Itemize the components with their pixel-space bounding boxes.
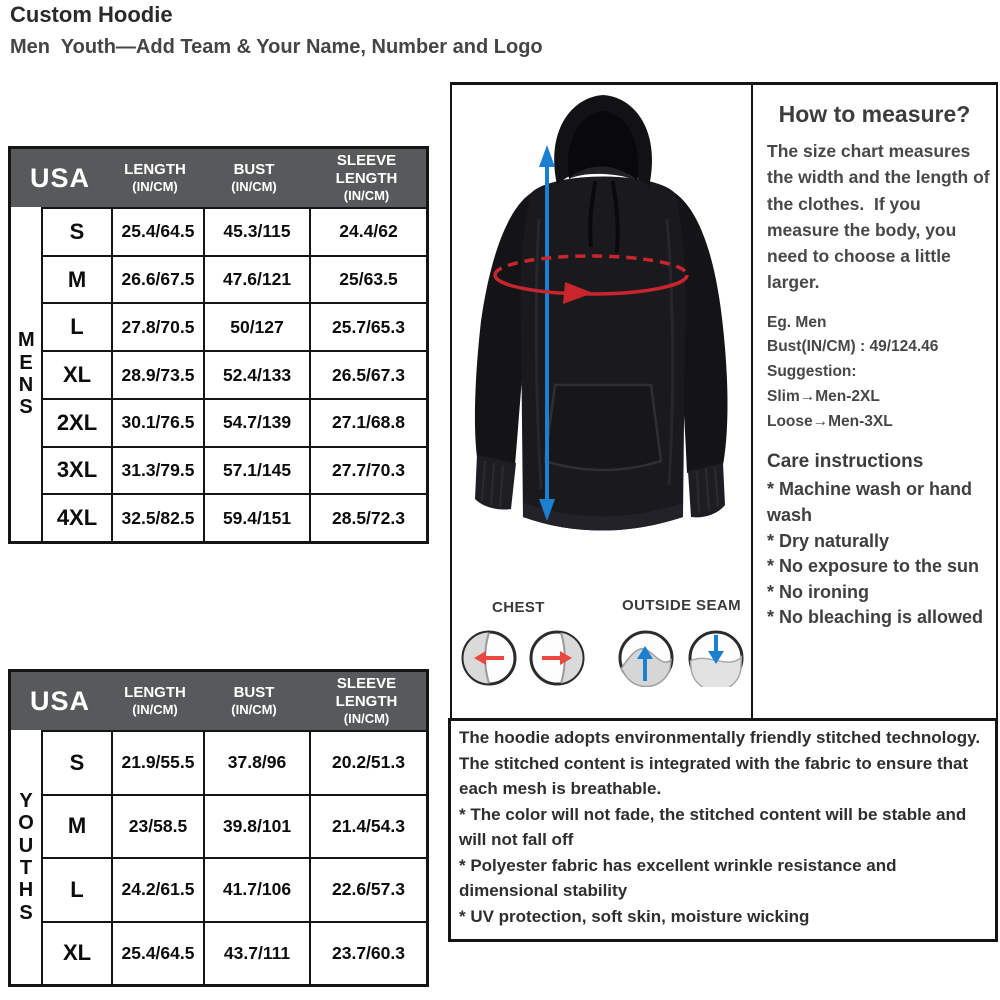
bust-unit-label: (IN/CM) [231, 179, 277, 195]
bust-cell: 41.7/106 [203, 859, 309, 921]
table-row [43, 255, 426, 303]
sleeve-column-label: SLEEVE LENGTH [335, 152, 398, 188]
table-row [43, 857, 426, 921]
table-row [43, 350, 426, 398]
size-example-block [767, 311, 992, 435]
sleeve-cell: 21.4/54.3 [309, 796, 426, 858]
bust-column-header [201, 684, 307, 718]
youths-group-cell [11, 730, 43, 984]
hoodie-product-image [461, 89, 745, 563]
care-instructions-block [767, 451, 992, 630]
sleeve-unit-label: (IN/CM) [343, 188, 390, 204]
bust-cell: 57.1/145 [203, 448, 309, 494]
mens-size-chart [8, 146, 429, 544]
length-cell: 21.9/55.5 [111, 732, 203, 794]
size-cell: L [70, 314, 84, 340]
youths-size-chart [8, 669, 429, 987]
example-loose: Loose→Men-3XL [767, 412, 893, 430]
bust-cell: 37.8/96 [203, 732, 309, 794]
length-cell: 30.1/76.5 [111, 400, 203, 446]
length-cell: 25.4/64.5 [111, 923, 203, 985]
care-item: * No bleaching is allowed [767, 607, 984, 628]
hoodie-diagram-panel [452, 85, 753, 718]
table-row [43, 302, 426, 350]
table-row [43, 493, 426, 541]
region-header: USA [29, 685, 90, 716]
size-cell: 3XL [56, 457, 98, 483]
sleeve-cell: 28.5/72.3 [309, 495, 426, 541]
length-column-label: LENGTH [124, 161, 186, 179]
page-subtitle: Men Youth—Add Team & Your Name, Number and Logo [10, 36, 543, 58]
bust-column-header [201, 161, 307, 195]
bust-unit-label: (IN/CM) [231, 702, 277, 718]
size-cell: S [69, 749, 85, 775]
example-bust: Bust(IN/CM) : 49/124.46 [767, 338, 939, 356]
bust-cell: 43.7/111 [203, 923, 309, 985]
length-cell: 31.3/79.5 [111, 448, 203, 494]
page-title: Custom Hoodie [10, 2, 173, 27]
bust-cell: 52.4/133 [203, 352, 309, 398]
sleeve-column-header [307, 675, 426, 727]
example-suggestion: Suggestion: [767, 363, 857, 381]
care-item: * Machine wash or hand wash [767, 479, 973, 526]
example-slim: Slim→Men-2XL [767, 387, 880, 405]
size-cell: S [69, 218, 85, 244]
product-description-panel [448, 718, 998, 942]
size-cell: M [67, 266, 87, 292]
length-cell: 27.8/70.5 [111, 304, 203, 350]
length-column-header [109, 684, 201, 718]
length-cell: 32.5/82.5 [111, 495, 203, 541]
chest-arrow-right-icon [528, 629, 586, 687]
bust-cell: 59.4/151 [203, 495, 309, 541]
description-bullet: * UV protection, soft skin, moisture wicking [459, 906, 810, 926]
care-heading: Care instructions [767, 451, 924, 473]
size-cell: XL [62, 362, 92, 388]
sleeve-cell: 25.7/65.3 [309, 304, 426, 350]
table-row [43, 921, 426, 985]
length-cell: 28.9/73.5 [111, 352, 203, 398]
length-cell: 24.2/61.5 [111, 859, 203, 921]
care-item: * No ironing [767, 581, 869, 602]
size-cell: 4XL [56, 505, 98, 531]
sleeve-cell: 23.7/60.3 [309, 923, 426, 985]
bust-column-label: BUST [233, 684, 275, 702]
bust-cell: 54.7/139 [203, 400, 309, 446]
sleeve-cell: 20.2/51.3 [309, 732, 426, 794]
sleeve-column-header [307, 152, 426, 204]
length-cell: 23/58.5 [111, 796, 203, 858]
sleeve-cell: 22.6/57.3 [309, 859, 426, 921]
sleeve-cell: 27.7/70.3 [309, 448, 426, 494]
sleeve-cell: 24.4/62 [309, 209, 426, 255]
table-row [43, 730, 426, 794]
size-cell: L [70, 876, 84, 902]
care-item: * Dry naturally [767, 530, 890, 551]
sleeve-column-label: SLEEVE LENGTH [335, 675, 398, 711]
sleeve-cell: 25/63.5 [309, 257, 426, 303]
how-to-measure-body: The size chart measures the width and the length of the clothes. If you measure the body, you need to choose a little larger. [767, 141, 995, 293]
length-unit-label: (IN/CM) [132, 702, 178, 718]
length-unit-label: (IN/CM) [132, 179, 178, 195]
length-column-header [109, 161, 201, 195]
bust-cell: 45.3/115 [203, 209, 309, 255]
description-intro: The hoodie adopts environmentally friendly stitched technology. The stitched content is integrated with the fabric to ensure that each mesh is breathable. [459, 728, 981, 798]
youths-chart-header [11, 672, 426, 730]
bust-cell: 47.6/121 [203, 257, 309, 303]
mens-chart-header [11, 149, 426, 207]
length-cell: 25.4/64.5 [111, 209, 203, 255]
seam-arrow-down-icon [687, 629, 745, 687]
bust-cell: 39.8/101 [203, 796, 309, 858]
size-cell: M [67, 813, 87, 839]
length-column-label: LENGTH [124, 684, 186, 702]
sleeve-cell: 27.1/68.8 [309, 400, 426, 446]
size-cell: 2XL [56, 409, 98, 435]
description-bullet: * The color will not fade, the stitched content will be stable and will not fall off [459, 804, 967, 849]
bust-cell: 50/127 [203, 304, 309, 350]
seam-arrow-up-icon [617, 629, 675, 687]
chest-label: CHEST [492, 599, 545, 616]
chest-arrow-left-icon [460, 629, 518, 687]
table-row [43, 207, 426, 255]
sleeve-cell: 26.5/67.3 [309, 352, 426, 398]
bust-column-label: BUST [233, 161, 275, 179]
sleeve-unit-label: (IN/CM) [343, 711, 390, 727]
table-row [43, 794, 426, 858]
outside-seam-label: OUTSIDE SEAM [622, 597, 741, 614]
size-cell: XL [62, 940, 92, 966]
how-to-measure-heading: How to measure? [778, 101, 971, 127]
table-row [43, 446, 426, 494]
how-to-measure-panel [753, 85, 996, 718]
example-title: Eg. Men [767, 313, 827, 331]
measure-section [450, 82, 998, 718]
care-item: * No exposure to the sun [767, 556, 980, 577]
mens-group-label: MENS [18, 329, 35, 419]
youths-group-label: YOUTHS [18, 789, 34, 924]
mens-group-cell [11, 207, 43, 541]
table-row [43, 398, 426, 446]
length-cell: 26.6/67.5 [111, 257, 203, 303]
description-bullet: * Polyester fabric has excellent wrinkle resistance and dimensional stability [459, 855, 897, 900]
region-header: USA [29, 162, 90, 193]
